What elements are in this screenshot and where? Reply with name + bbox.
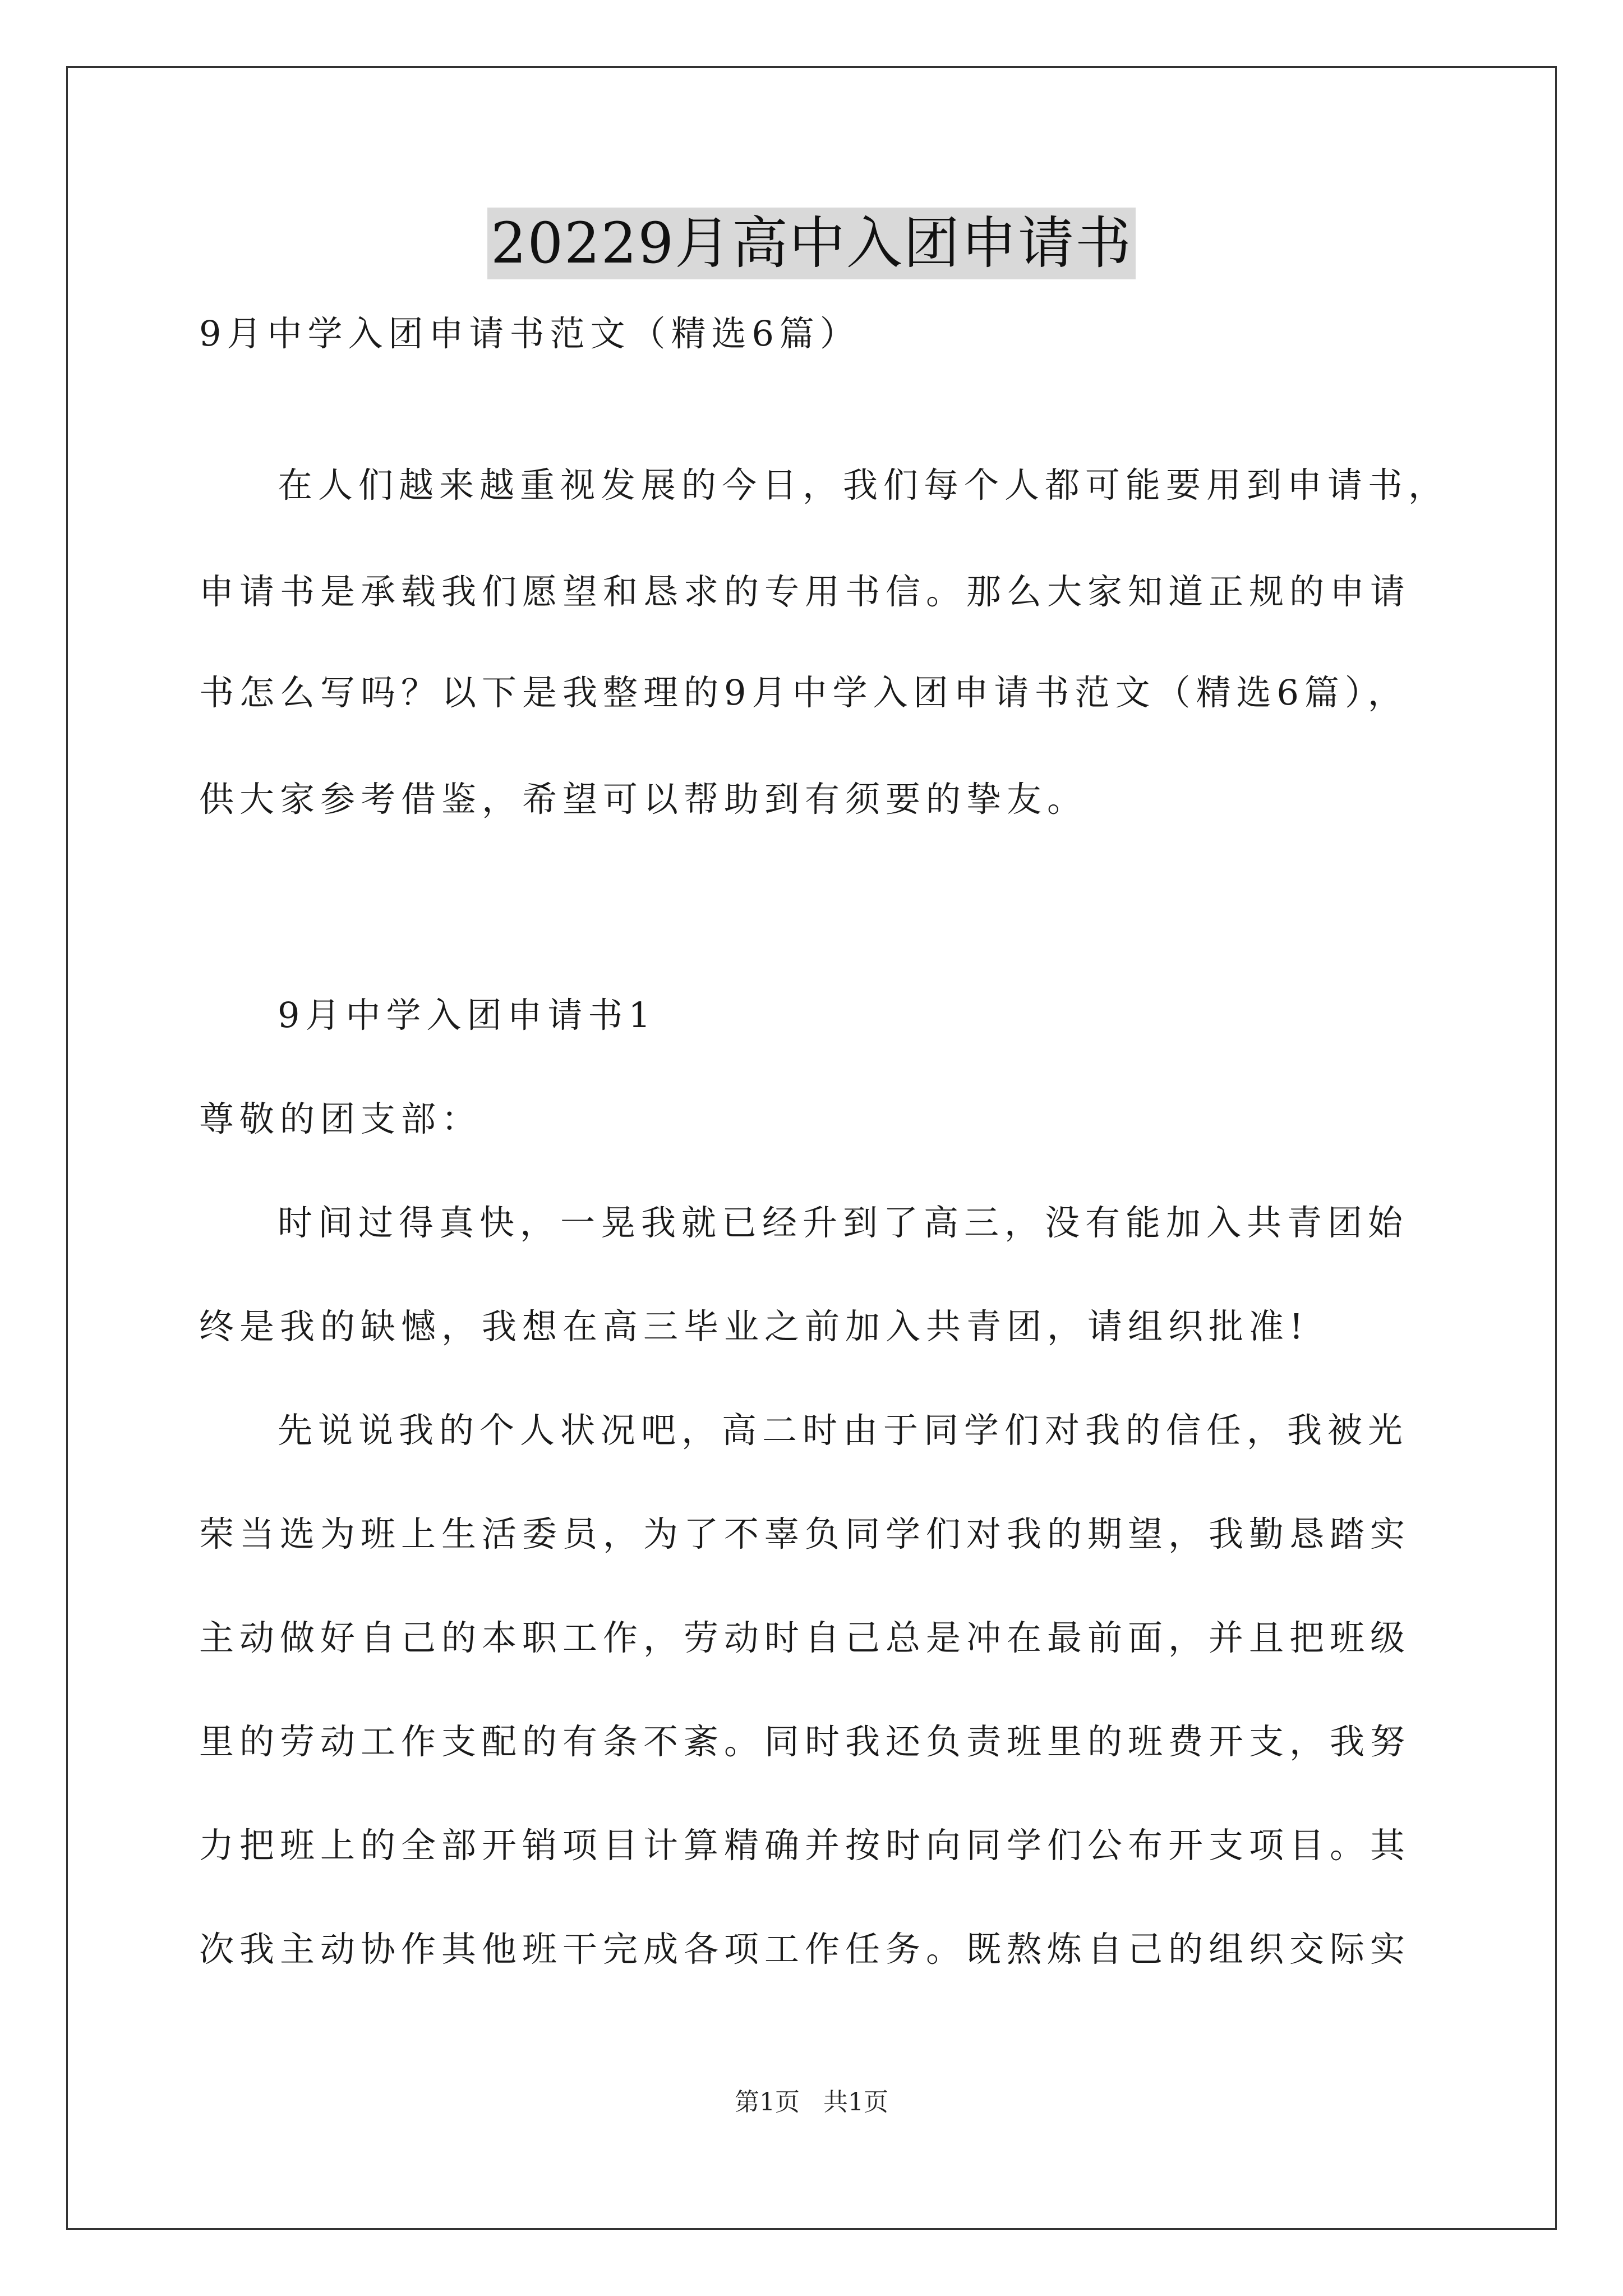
paragraph-line: 书怎么写吗？以下是我整理的9月中学入团申请书范文（精选6篇）， (199, 672, 1408, 713)
paragraph-line: 次我主动协作其他班干完成各项工作任务。既熬炼自己的组织交际实 (199, 1929, 1411, 1970)
title-container (0, 208, 1623, 279)
subtitle-line: 9月中学入团申请书范文（精选6篇） (199, 313, 860, 354)
section-heading: 9月中学入团申请书1 (278, 995, 656, 1036)
paragraph-line: 力把班上的全部开销项目计算精确并按时向同学们公布开支项目。其 (199, 1825, 1411, 1866)
paragraph-line: 时间过得真快，一晃我就已经升到了高三，没有能加入共青团始 (278, 1202, 1409, 1243)
page-footer: 第1页 共1页 (735, 2088, 888, 2116)
document-title: 20229月高中入团申请书 (487, 208, 1136, 279)
salutation-line: 尊敬的团支部： (199, 1098, 482, 1139)
paragraph-line: 主动做好自己的本职工作，劳动时自己总是冲在最前面，并且把班级 (199, 1617, 1411, 1658)
paragraph-line: 荣当选为班上生活委员，为了不辜负同学们对我的期望，我勤恳踏实 (199, 1513, 1411, 1554)
page-border (66, 66, 1557, 2230)
paragraph-line: 申请书是承载我们愿望和恳求的专用书信。那么大家知道正规的申请 (199, 571, 1411, 612)
paragraph-line: 先说说我的个人状况吧，高二时由于同学们对我的信任，我被光 (278, 1410, 1409, 1451)
paragraph-line: 里的劳动工作支配的有条不紊。同时我还负责班里的班费开支，我努 (199, 1721, 1411, 1762)
paragraph-line: 在人们越来越重视发展的今日，我们每个人都可能要用到申请书， (278, 464, 1449, 505)
paragraph-line: 终是我的缺憾，我想在高三毕业之前加入共青团，请组织批准! (199, 1306, 1309, 1347)
paragraph-line: 供大家参考借鉴，希望可以帮助到有须要的挚友。 (199, 779, 1088, 820)
